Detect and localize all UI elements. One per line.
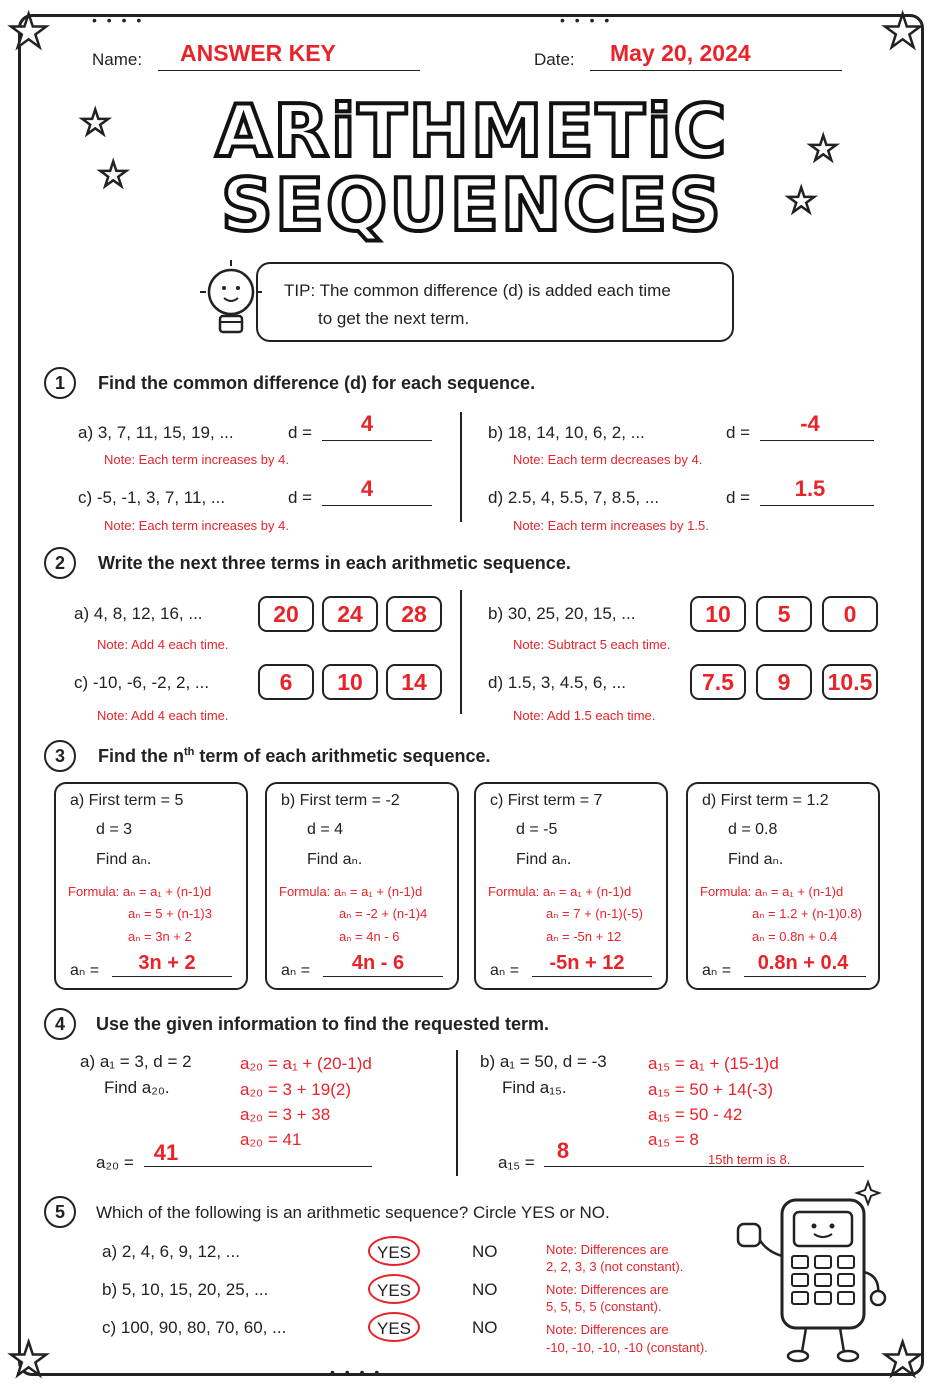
- title-line-1: ARiTHMETiC: [215, 89, 729, 173]
- star-icon: ★: [882, 1333, 924, 1385]
- q1c-note: Note: Each term increases by 4.: [104, 518, 289, 533]
- q4b-work-3: a₁₅ = 50 - 42: [648, 1105, 743, 1124]
- q4a-find: Find a₂₀.: [104, 1078, 170, 1097]
- q2c-note: Note: Add 4 each time.: [97, 708, 229, 723]
- q4a-given: a) a₁ = 3, d = 2: [80, 1052, 192, 1071]
- q1b-note: Note: Each term decreases by 4.: [513, 452, 703, 467]
- q1c-d-label: d =: [288, 488, 313, 507]
- q2b-note: Note: Subtract 5 each time.: [513, 637, 671, 652]
- q4a-work-1: a₂₀ = a₁ + (20-1)d: [240, 1054, 372, 1073]
- q4b-given: b) a₁ = 50, d = -3: [480, 1052, 607, 1071]
- name-label: Name:: [92, 50, 143, 69]
- q4a-work-4: a₂₀ = 41: [240, 1130, 302, 1149]
- question-title: Find the common difference (d) for each sequence.: [98, 373, 536, 393]
- q1d-d-label: d =: [726, 488, 751, 507]
- q4a-work-2: a₂₀ = 3 + 19(2): [240, 1080, 351, 1099]
- star-icon: ★: [808, 130, 839, 168]
- q4b-work-2: a₁₅ = 50 + 14(-3): [648, 1080, 774, 1099]
- q4b-work-1: a₁₅ = a₁ + (15-1)d: [648, 1054, 779, 1073]
- q1b-answer: -4: [800, 411, 820, 436]
- q2b-answer-3: 0: [822, 596, 878, 632]
- question-title: Use the given information to find the requested term.: [96, 1014, 550, 1034]
- title-line-2: SEQUENCES: [220, 163, 724, 247]
- q5c-note-1: Note: Differences are: [546, 1322, 669, 1337]
- q2a-answer-2: 24: [322, 596, 378, 632]
- q2d-answer-1: 7.5: [690, 664, 746, 700]
- tip-line-1: TIP: The common difference (d) is added each time: [284, 281, 671, 300]
- question-number: 1: [44, 367, 76, 399]
- q4b-answer: 8: [556, 1138, 570, 1163]
- star-icon: ★: [98, 156, 129, 194]
- q4b-note: 15th term is 8.: [708, 1152, 791, 1167]
- calculator-icon: [728, 1176, 898, 1366]
- name-value: ANSWER KEY: [180, 40, 336, 66]
- q4a-answer-label: a₂₀ =: [96, 1153, 134, 1172]
- q2c-answer-1: 6: [258, 664, 314, 700]
- q5a-sequence: a) 2, 4, 6, 9, 12, ...: [102, 1242, 240, 1261]
- q3d-answer: 0.8n + 0.4: [757, 952, 849, 974]
- q2a-answer-1: 20: [258, 596, 314, 632]
- q1a-note: Note: Each term increases by 4.: [104, 452, 289, 467]
- star-icon: ★: [8, 5, 50, 57]
- q2d-answer-2: 9: [756, 664, 812, 700]
- q2a-answer-3: 28: [386, 596, 442, 632]
- q5b-yes-circled: YES: [368, 1274, 420, 1304]
- q3b-answer: 4n - 6: [351, 952, 405, 974]
- tip-box: [256, 262, 734, 342]
- q4b-find: Find a₁₅.: [502, 1078, 567, 1097]
- q2c-answer-2: 10: [322, 664, 378, 700]
- q2a-sequence: a) 4, 8, 12, 16, ...: [74, 604, 203, 623]
- q1b-d-label: d =: [726, 423, 751, 442]
- q2d-note: Note: Add 1.5 each time.: [513, 708, 656, 723]
- decorative-dots: • • • •: [560, 12, 613, 28]
- decorative-dots: • • • •: [92, 12, 145, 28]
- q1d-sequence: d) 2.5, 4, 5.5, 7, 8.5, ...: [488, 488, 660, 507]
- star-icon: ★: [882, 5, 924, 57]
- q4b-answer-label: a₁₅ =: [498, 1153, 535, 1172]
- q5c-sequence: c) 100, 90, 80, 70, 60, ...: [102, 1318, 287, 1337]
- q3-card-a: a) First term = 5 d = 3 Find aₙ. Formula: aₙ = a₁ + (n-1)d aₙ = 5 + (n-1)3 aₙ = 3n + 2 aₙ = 3n + 2: [54, 782, 248, 990]
- q1d-answer: 1.5: [794, 476, 826, 501]
- q5b-no: NO: [472, 1280, 498, 1299]
- q2b-answer-1: 10: [690, 596, 746, 632]
- q1d-note: Note: Each term increases by 1.5.: [513, 518, 709, 533]
- question-number: 2: [44, 547, 76, 579]
- q4a-work-3: a₂₀ = 3 + 38: [240, 1105, 331, 1124]
- q5a-note-1: Note: Differences are: [546, 1242, 669, 1257]
- star-icon: ★: [786, 182, 817, 220]
- q2d-answer-3: 10.5: [822, 664, 878, 700]
- q2c-answer-3: 14: [386, 664, 442, 700]
- q5a-yes-circled: YES: [368, 1236, 420, 1266]
- q2c-sequence: c) -10, -6, -2, 2, ...: [74, 673, 210, 692]
- q3-card-d: d) First term = 1.2 d = 0.8 Find aₙ. Formula: aₙ = a₁ + (n-1)d aₙ = 1.2 + (n-1)0.8) aₙ = 0.8n + 0.4 aₙ = 0.8n + 0.4: [686, 782, 880, 990]
- question-title: Which of the following is an arithmetic sequence? Circle YES or NO.: [96, 1203, 610, 1222]
- star-icon: ★: [80, 104, 111, 142]
- decorative-dots: • • • •: [330, 1364, 383, 1380]
- q2a-note: Note: Add 4 each time.: [97, 637, 229, 652]
- q1c-answer: 4: [360, 476, 374, 501]
- q5c-note-2: -10, -10, -10, -10 (constant).: [546, 1340, 708, 1355]
- star-icon: ★: [8, 1333, 50, 1385]
- q1c-sequence: c) -5, -1, 3, 7, 11, ...: [78, 488, 226, 507]
- question-title: Write the next three terms in each arithmetic sequence.: [98, 553, 571, 573]
- q5a-no: NO: [472, 1242, 498, 1261]
- q1a-answer: 4: [360, 411, 374, 436]
- q1a-d-label: d =: [288, 423, 313, 442]
- q5c-no: NO: [472, 1318, 498, 1337]
- q2d-sequence: d) 1.5, 3, 4.5, 6, ...: [488, 673, 626, 692]
- q4b-work-4: a₁₅ = 8: [648, 1130, 699, 1149]
- q3-card-c: c) First term = 7 d = -5 Find aₙ. Formula: aₙ = a₁ + (n-1)d aₙ = 7 + (n-1)(-5) aₙ = -5n + 12 aₙ = -5n + 12: [474, 782, 668, 990]
- q3a-answer: 3n + 2: [138, 952, 196, 974]
- q4a-answer: 41: [153, 1140, 179, 1165]
- q5b-note-2: 5, 5, 5, 5 (constant).: [546, 1299, 662, 1314]
- date-label: Date:: [534, 50, 575, 69]
- q5b-sequence: b) 5, 10, 15, 20, 25, ...: [102, 1280, 269, 1299]
- question-number: 3: [44, 740, 76, 772]
- question-title: Find the $n^{th}$ term of each arithmetic sequence.: [98, 746, 491, 766]
- q2b-answer-2: 5: [756, 596, 812, 632]
- q1a-sequence: a) 3, 7, 11, 15, 19, ...: [78, 423, 234, 442]
- q5c-yes-circled: YES: [368, 1312, 420, 1342]
- tip-line-2: to get the next term.: [318, 309, 470, 328]
- question-number: 5: [44, 1196, 76, 1228]
- q1b-sequence: b) 18, 14, 10, 6, 2, ...: [488, 423, 645, 442]
- q5a-note-2: 2, 2, 3, 3 (not constant).: [546, 1259, 684, 1274]
- question-number: 4: [44, 1008, 76, 1040]
- date-value: May 20, 2024: [610, 40, 751, 66]
- q3-card-b: b) First term = -2 d = 4 Find aₙ. Formula: aₙ = a₁ + (n-1)d aₙ = -2 + (n-1)4 aₙ = 4n - 6 aₙ = 4n - 6: [265, 782, 459, 990]
- q2b-sequence: b) 30, 25, 20, 15, ...: [488, 604, 636, 623]
- q3c-answer: -5n + 12: [549, 952, 625, 974]
- q5b-note-1: Note: Differences are: [546, 1282, 669, 1297]
